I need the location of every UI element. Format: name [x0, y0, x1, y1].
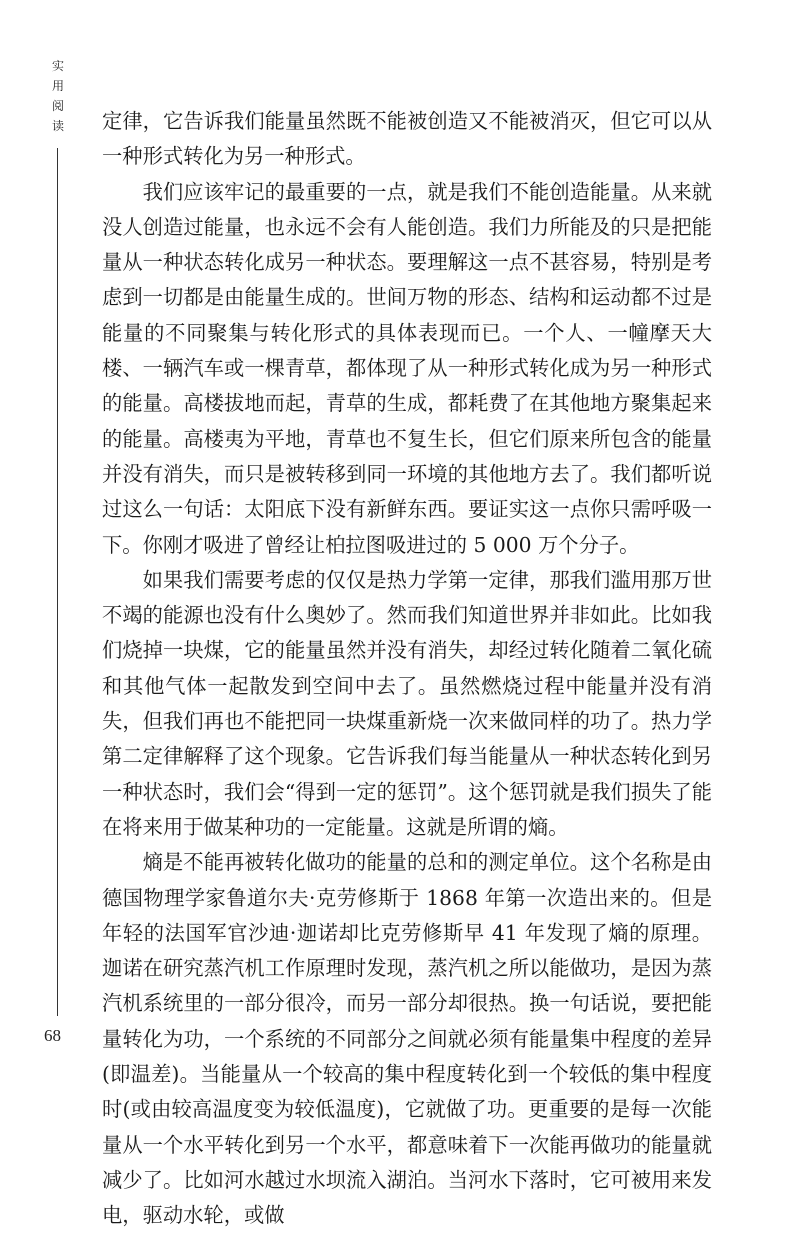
paragraph: 我们应该牢记的最重要的一点，就是我们不能创造能量。从来就没人创造过能量，也永远不会有人能创造。我们力所能及的只是把能量从一种状态转化成另一种状态。要理解这一点不甚容易，特别是考虑到一切都是由能量生成的。世间万物的形态、结构和运动都不过是能量的不同聚集与转化形式的具体表现而已。一个人、一幢摩天大楼、一辆汽车或一棵青草，都体现了从一种形式转化成为另一种形式的能量。高楼拔地而起，青草的生成，都耗费了在其他地方聚集起来的能量。高楼夷为平地，青草也不复生长，但它们原来所包含的能量并没有消失，而只是被转移到同一环境的其他地方去了。我们都听说过这么一句话：太阳底下没有新鲜东西。要证实这一点你只需呼吸一下。你刚才吸进了曾经让柏拉图吸进过的 5 000 万个分子。 [102, 179, 712, 557]
section-label-char: 读 [51, 119, 64, 133]
margin-rule [57, 148, 58, 1016]
paragraph: 熵是不能再被转化做功的能量的总和的测定单位。这个名称是由德国物理学家鲁道尔夫·克劳修斯于 1868 年第一次造出来的。但是年轻的法国军官沙迪·迦诺却比克劳修斯早 41 年发现了熵的原理。迦诺在研究蒸汽机工作原理时发现，蒸汽机之所以能做功，是因为蒸汽机系统里的一部分很冷，而另一部分却很热。换一句话说，要把能量转化为功，一个系统的不同部分之间就必须有能量集中程度的差异(即温差)。当能量从一个较高的集中程度转化到一个较低的集中程度时(或由较高温度变为较低温度)，它就做了功。更重要的是每一次能量从一个水平转化到另一个水平，都意味着下一次能再做功的能量就减少了。比如河水越过水坝流入湖泊。当河水下落时，它可被用来发电，驱动水轮，或做 [102, 850, 712, 1228]
paragraph: 如果我们需要考虑的仅仅是热力学第一定律，那我们滥用那万世不竭的能源也没有什么奥妙了。然而我们知道世界并非如此。比如我们烧掉一块煤，它的能量虽然并没有消失，却经过转化随着二氧化硫和其他气体一起散发到空间中去了。虽然燃烧过程中能量并没有消失，但我们再也不能把同一块煤重新烧一次来做同样的功了。热力学第二定律解释了这个现象。它告诉我们每当能量从一种状态转化到另一种状态时，我们会“得到一定的惩罚”。这个惩罚就是我们损失了能在将来用于做某种功的一定能量。这就是所谓的熵。 [102, 567, 712, 839]
article-body [102, 104, 712, 1234]
page-number: 68 [44, 1026, 61, 1045]
section-label-char: 用 [51, 79, 64, 93]
section-label [50, 56, 66, 136]
section-label-char: 阅 [51, 99, 64, 113]
paragraph-continued: 定律，它告诉我们能量虽然既不能被创造又不能被消灭，但它可以从一种形式转化为另一种形式。 [102, 109, 712, 169]
section-label-char: 实 [51, 59, 64, 73]
